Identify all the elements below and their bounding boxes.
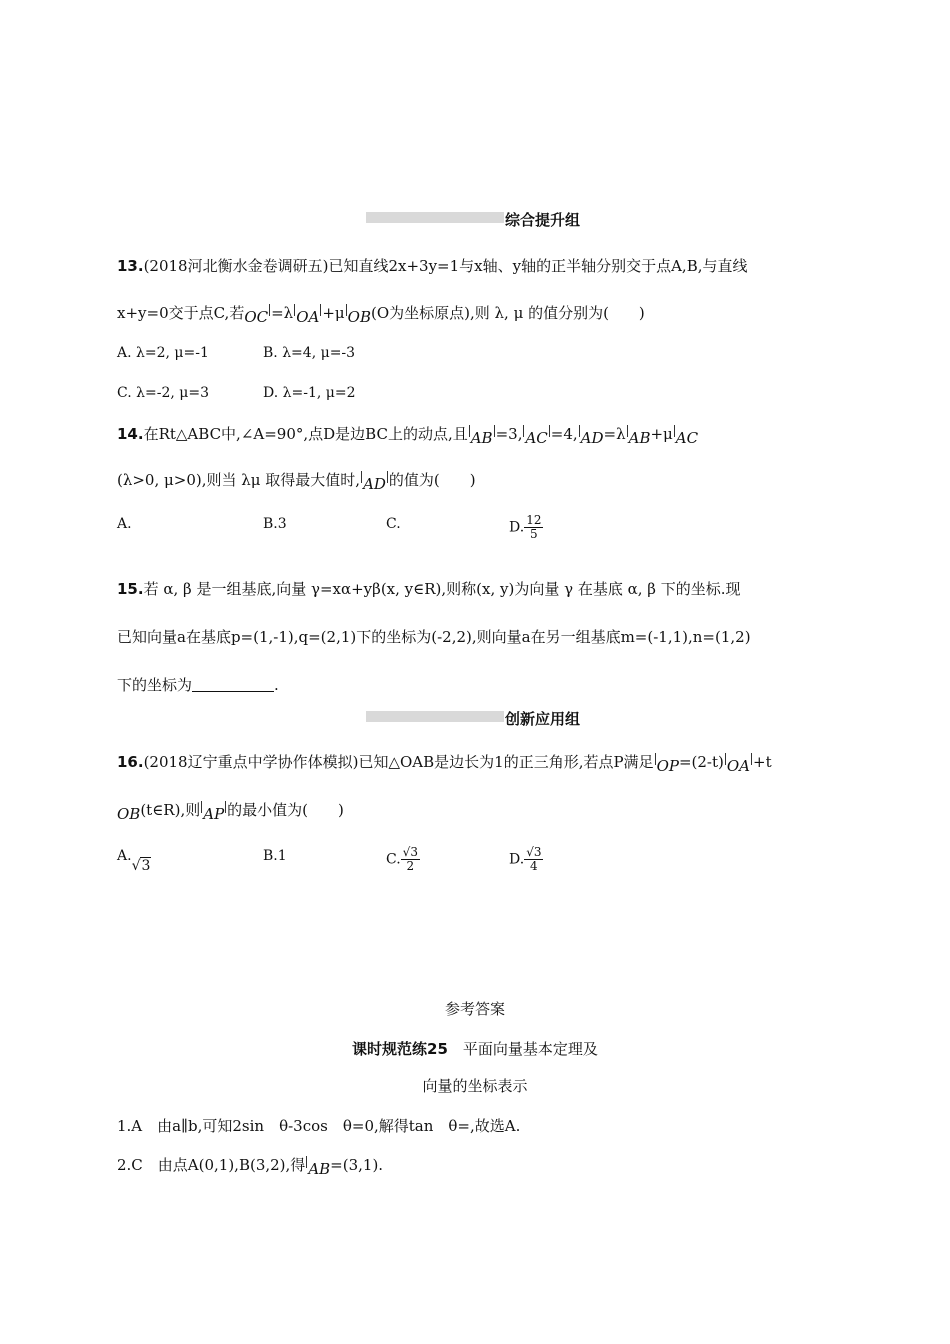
q15-text-line1: 若 α, β 是一组基底,向量 γ=xα+yβ(x, y∈R),则称(x, y)为向量 γ 在基底 α, β 下的坐标.现: [143, 580, 741, 598]
vector-bar: [655, 753, 656, 765]
vector-oa: OA: [296, 308, 320, 326]
vector-bar: [346, 304, 347, 316]
answers-title-rest: 平面向量基本定理及: [447, 1040, 598, 1058]
q14-line2: [117, 470, 476, 493]
vector-bar: [361, 471, 362, 483]
q14-text-line2a: (λ>0, μ>0),则当 λμ 取得最大值时,: [117, 471, 361, 489]
vector-bar: [627, 425, 628, 437]
answers-title-bold: 课时规范练25: [352, 1040, 448, 1058]
q16-text-line1a: (2018辽宁重点中学协作体模拟)已知△OAB是边长为1的正三角形,若点P满足: [143, 753, 654, 771]
q13-option-c: C. λ=-2, μ=3: [117, 385, 209, 401]
q16-option-a: [117, 848, 151, 874]
fraction: [401, 846, 420, 873]
fraction-denominator: 4: [530, 859, 538, 873]
vector-ac: AC: [525, 429, 548, 447]
section-bar-comprehensive: [366, 212, 504, 223]
q14-plus-mu: +μ: [650, 425, 673, 443]
vector-oa: OA: [726, 757, 751, 775]
answer-2-text-b: =(3,1).: [330, 1156, 384, 1174]
vector-oc: OC: [244, 308, 269, 326]
answers-title: [0, 1038, 950, 1059]
q14-option-b: B.3: [263, 516, 287, 532]
q14-text-line1a: 在Rt△ABC中,∠A=90°,点D是边BC上的动点,且: [143, 425, 468, 443]
answers-heading: 参考答案: [444, 1000, 505, 1018]
q13-line1: [117, 256, 748, 276]
q16-option-c-prefix: C.: [386, 851, 401, 868]
sqrt-radicand: 3: [533, 845, 542, 859]
q14-option-d: [509, 514, 543, 541]
vector-ob: OB: [347, 308, 371, 326]
vector-bar: [469, 425, 470, 437]
q16-option-a-prefix: A.: [117, 848, 132, 864]
q13-text-line1: (2018河北衡水金卷调研五)已知直线2x+3y=1与x轴、y轴的正半轴分别交于点A,B,与直线: [143, 257, 748, 275]
fraction-denominator: 2: [406, 859, 415, 873]
answer-1: 1.A 由a∥b,可知2sin θ-3cos θ=0,解得tan θ=,故选A.: [117, 1117, 521, 1135]
vector-bar: [674, 425, 675, 437]
answers-title-line2: 向量的坐标表示: [422, 1077, 528, 1095]
section-title-innovation: 创新应用组: [505, 710, 581, 728]
q14-number: 14.: [117, 425, 144, 443]
q13-text-line2b: (O为坐标原点),则 λ, μ 的值分别为( ): [370, 304, 645, 322]
q15-number: 15.: [117, 580, 144, 598]
vector-ad: AD: [580, 429, 604, 447]
q16-option-b: B.1: [263, 848, 287, 864]
q14-option-d-prefix: D.: [509, 519, 525, 536]
q13-option-d: D. λ=-1, μ=2: [263, 385, 356, 401]
q16-eq: =(2-t): [678, 753, 724, 771]
q14-line1: [117, 424, 699, 447]
vector-ap: AP: [203, 805, 225, 823]
q16-line2: [117, 800, 344, 823]
sqrt-radicand: 3: [410, 845, 418, 859]
sqrt-symbol: √3: [131, 858, 151, 874]
vector-ac-2: AC: [675, 429, 699, 447]
q13-option-a: A. λ=2, μ=-1: [117, 345, 209, 361]
section-title-comprehensive: 综合提升组: [505, 211, 581, 229]
sqrt-radicand: 3: [141, 858, 151, 874]
q16-option-d-prefix: D.: [509, 851, 525, 868]
vector-bar: [549, 425, 550, 437]
vector-bar: [725, 753, 726, 765]
vector-bar: [269, 304, 270, 316]
fraction-numerator: √3: [526, 845, 542, 859]
answer-blank[interactable]: [192, 676, 274, 692]
vector-ab: AB: [308, 1160, 331, 1178]
q15-line3: [117, 675, 279, 695]
q14-text-line2b: 的值为( ): [388, 471, 476, 489]
vector-ab-2: AB: [628, 429, 651, 447]
vector-bar: [751, 753, 752, 765]
q16-text-line2a: (t∈R),则: [140, 801, 201, 819]
q15-text-line3b: .: [274, 676, 279, 694]
q15-text-line3a: 下的坐标为: [117, 676, 193, 694]
q13-text-line2a: x+y=0交于点C,若: [117, 304, 245, 322]
vector-ab: AB: [470, 429, 493, 447]
q14-option-c: C.: [386, 516, 401, 532]
q13-option-b: B. λ=4, μ=-3: [263, 345, 356, 361]
q16-option-c: [386, 846, 420, 873]
vector-bar: [494, 425, 495, 437]
q13-number: 13.: [117, 257, 144, 275]
q16-text-line2b: 的最小值为( ): [227, 801, 344, 819]
answer-2: [117, 1155, 384, 1178]
fraction-numerator: √3: [402, 845, 418, 859]
q15-line1: [117, 579, 740, 599]
q14-eq-ac: =4,: [550, 425, 578, 443]
vector-op: OP: [656, 757, 679, 775]
q16-number: 16.: [117, 753, 144, 771]
q13-line2: [117, 303, 645, 326]
section-bar-innovation: [366, 711, 504, 722]
vector-bar: [579, 425, 580, 437]
vector-bar: [387, 471, 388, 483]
q14-option-a: A.: [117, 516, 132, 532]
fraction-denominator: 5: [530, 527, 538, 541]
q13-plus-mu: +μ: [322, 304, 345, 322]
q14-eq-ad: =λ: [603, 425, 626, 443]
q14-eq-ab: =3,: [495, 425, 523, 443]
vector-ad-2: AD: [363, 475, 386, 493]
answer-2-text-a: 2.C 由点A(0,1),B(3,2),得: [117, 1156, 306, 1174]
q13-eq1: =λ: [271, 304, 294, 322]
q16-option-d: [509, 846, 543, 873]
q16-plus-t: +t: [753, 753, 772, 771]
q16-line1: [117, 752, 772, 775]
fraction: [524, 846, 543, 873]
vector-ob: OB: [117, 805, 141, 823]
fraction: [524, 514, 543, 541]
q15-line2: 已知向量a在基底p=(1,-1),q=(2,1)下的坐标为(-2,2),则向量a在另一组基底m=(-1,1),n=(1,2): [117, 628, 751, 646]
fraction-numerator: 12: [526, 513, 542, 527]
